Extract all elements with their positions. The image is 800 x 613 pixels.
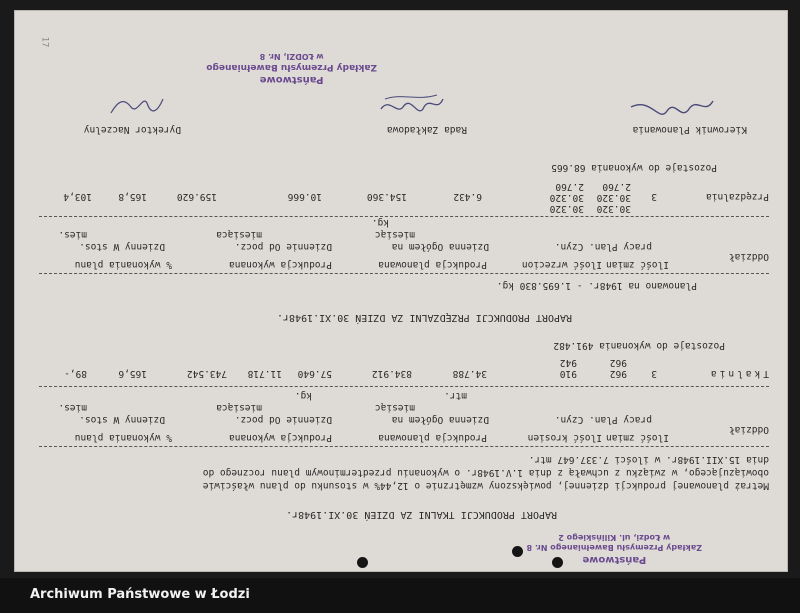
- weaving-remaining: Pozostaje do wykonania 491.482: [553, 340, 725, 351]
- document-page: [14, 10, 788, 572]
- spinning-row-dept: Przędzalnia: [706, 191, 769, 202]
- weaving-header-pct-sub: Dzienny W stos.: [79, 414, 165, 425]
- weaving-row-looms-plan-b: 962: [609, 357, 627, 368]
- weaving-row-looms-actual: 910: [559, 368, 577, 379]
- stamp-top-line3: w ŁODZI, Nr. 8: [259, 52, 324, 62]
- spinning-row-shifts: 3: [651, 191, 657, 202]
- spinning-row-spindles-plan-2: 30.320: [596, 192, 631, 203]
- weaving-row-month-actual: 743.542: [186, 368, 227, 379]
- spinning-row-month-actual: 159.620: [176, 191, 217, 202]
- archive-name: Archiwum Państwowe w Łodzi: [30, 587, 250, 602]
- spinning-header-actual-sub: Dziennie Od pocz.: [234, 241, 332, 252]
- spinning-header-pct: % wykonania planu: [74, 259, 172, 270]
- weaving-header-looms-sub: pracy Plan. Czyn.: [554, 414, 652, 425]
- weaving-header-pct-month: mies.: [58, 402, 87, 413]
- punch-hole: [552, 557, 563, 568]
- weaving-table-top-rule: [39, 446, 769, 447]
- signature-title-planning: Kierownik Planowania: [632, 124, 747, 135]
- weaving-row-daily-plan: 34.788: [452, 368, 487, 379]
- stamp-bottom-line2: Zakłady Przemysłu Bawełnianego Nr. 8: [526, 543, 702, 553]
- weaving-header-actual-unit: kg.: [294, 390, 312, 401]
- spinning-row-pct-daily: 165,8: [118, 191, 147, 202]
- spinning-row-daily-actual: 10.666: [287, 191, 322, 202]
- punch-hole: [357, 557, 368, 568]
- weaving-row-shifts: 3: [651, 368, 657, 379]
- weaving-intro-line3: dnia 15.XII.1948r. w ilości 7.337.647 mtr.: [528, 454, 769, 465]
- weaving-row-dept: Tkalnia: [707, 368, 769, 379]
- spinning-row-monthly-plan: 154.360: [366, 191, 407, 202]
- spinning-table-header-rule: [39, 216, 769, 217]
- weaving-row-daily-actual-b: 11.718: [247, 368, 282, 379]
- weaving-row-daily-actual: 57.640: [297, 368, 332, 379]
- spinning-header-planned-month: miesiąc: [374, 229, 415, 240]
- spinning-remaining: Pozostaje do wykonania 68.665: [551, 162, 717, 173]
- stamp-bottom-line1: Państwowe: [582, 554, 647, 565]
- weaving-table-header-rule: [39, 386, 769, 387]
- stamp-top: [206, 51, 377, 85]
- weaving-report-title: RAPORT PRODUKCJI TKALNI ZA DZIEŃ 30.XI.1948r.: [286, 509, 557, 520]
- spinning-table-top-rule: [39, 273, 769, 274]
- signature-title-director: Dyrektor Naczelny: [83, 124, 181, 135]
- signature-title-council: Rada Zakładowa: [386, 124, 467, 135]
- page-number: 17: [39, 36, 50, 48]
- spinning-header-planned-unit: kg.: [371, 217, 389, 228]
- spinning-header-dept: Oddział: [728, 251, 769, 262]
- spinning-header-actual-month: miesiąca: [216, 229, 262, 240]
- stamp-bottom-line3: w Łodzi, ul. Kilińskiego 2: [558, 533, 671, 543]
- weaving-header-planned-month: miesiąc: [374, 402, 415, 413]
- spinning-header-planned: Produkcja planowana: [378, 259, 487, 270]
- spinning-header-shifts: Ilość zmian: [606, 259, 669, 270]
- weaving-header-actual-month: miesiąca: [216, 402, 262, 413]
- spinning-row-pct-month: 103,4: [63, 191, 92, 202]
- punch-hole: [512, 546, 523, 557]
- archive-footer: [0, 578, 800, 613]
- spinning-header-spindles: Ilość wrzecion: [521, 259, 602, 270]
- weaving-header-actual-sub: Dziennie Od pocz.: [234, 414, 332, 425]
- signature-council: [377, 87, 447, 119]
- weaving-row-pct-month: 89,-: [64, 368, 87, 379]
- spinning-row-spindles-actual-2: 30.320: [549, 192, 584, 203]
- stamp-top-line2: Zakłady Przemysłu Bawełnianego: [206, 62, 377, 73]
- weaving-row-monthly-plan: 834.912: [371, 368, 412, 379]
- spinning-header-pct-month: mies.: [58, 229, 87, 240]
- spinning-row-daily-plan: 6.432: [453, 191, 482, 202]
- weaving-row-looms-plan: 962: [609, 368, 627, 379]
- rotated-document: [15, 11, 787, 571]
- spinning-header-actual: Produkcja wykonana: [229, 259, 332, 270]
- weaving-header-shifts: Ilość zmian: [606, 432, 669, 443]
- weaving-header-planned-sub: Dzienna Ogółem na: [391, 414, 489, 425]
- spinning-row-spindles-plan-3: 2.760: [602, 181, 631, 192]
- spinning-row-spindles-actual-1: 30.320: [549, 203, 584, 214]
- signature-director-scribble: [107, 93, 167, 121]
- weaving-header-actual: Produkcja wykonana: [229, 432, 332, 443]
- spinning-row-spindles-actual-3: 2.760: [555, 181, 584, 192]
- spinning-row-spindles-plan-1: 30.320: [596, 203, 631, 214]
- spinning-header-spindles-sub: pracy Plan. Czyn.: [554, 241, 652, 252]
- weaving-intro-line2: obowiązującego, w związku z uchwałą z dnia 1.V.1948r. o wykonaniu przedterminowym planu rocznego do: [202, 467, 769, 478]
- spinning-header-pct-sub: Dzienny W stos.: [79, 241, 165, 252]
- signature-planning-scribble: [627, 93, 717, 119]
- weaving-header-planned: Produkcja planowana: [378, 432, 487, 443]
- weaving-header-planned-unit: mtr.: [444, 390, 467, 401]
- signature-director: [107, 89, 167, 121]
- weaving-header-dept: Oddział: [728, 424, 769, 435]
- spinning-report-title: RAPORT PRODUKCJI PRZĘDZALNI ZA DZIEŃ 30.XI.1948r.: [276, 312, 572, 323]
- spinning-header-planned-sub: Dzienna Ogółem na: [391, 241, 489, 252]
- weaving-header-pct: % wykonania planu: [74, 432, 172, 443]
- stamp-top-line1: Państwowe: [259, 74, 324, 85]
- signature-council-scribble: [377, 91, 447, 119]
- weaving-intro-line1: Metraż planowanej produkcji dziennej, powiększony wzmętrznie o 12,44% w stosunku do planu właściwie: [202, 480, 769, 491]
- spinning-planned-year: Planowano na 1948r. - 1.695.830 kg.: [496, 280, 697, 291]
- weaving-row-looms-actual-b: 942: [559, 357, 577, 368]
- weaving-header-looms: Ilość krosien: [527, 432, 602, 443]
- signature-planning: [627, 89, 717, 119]
- weaving-row-pct-daily: 165,6: [118, 368, 147, 379]
